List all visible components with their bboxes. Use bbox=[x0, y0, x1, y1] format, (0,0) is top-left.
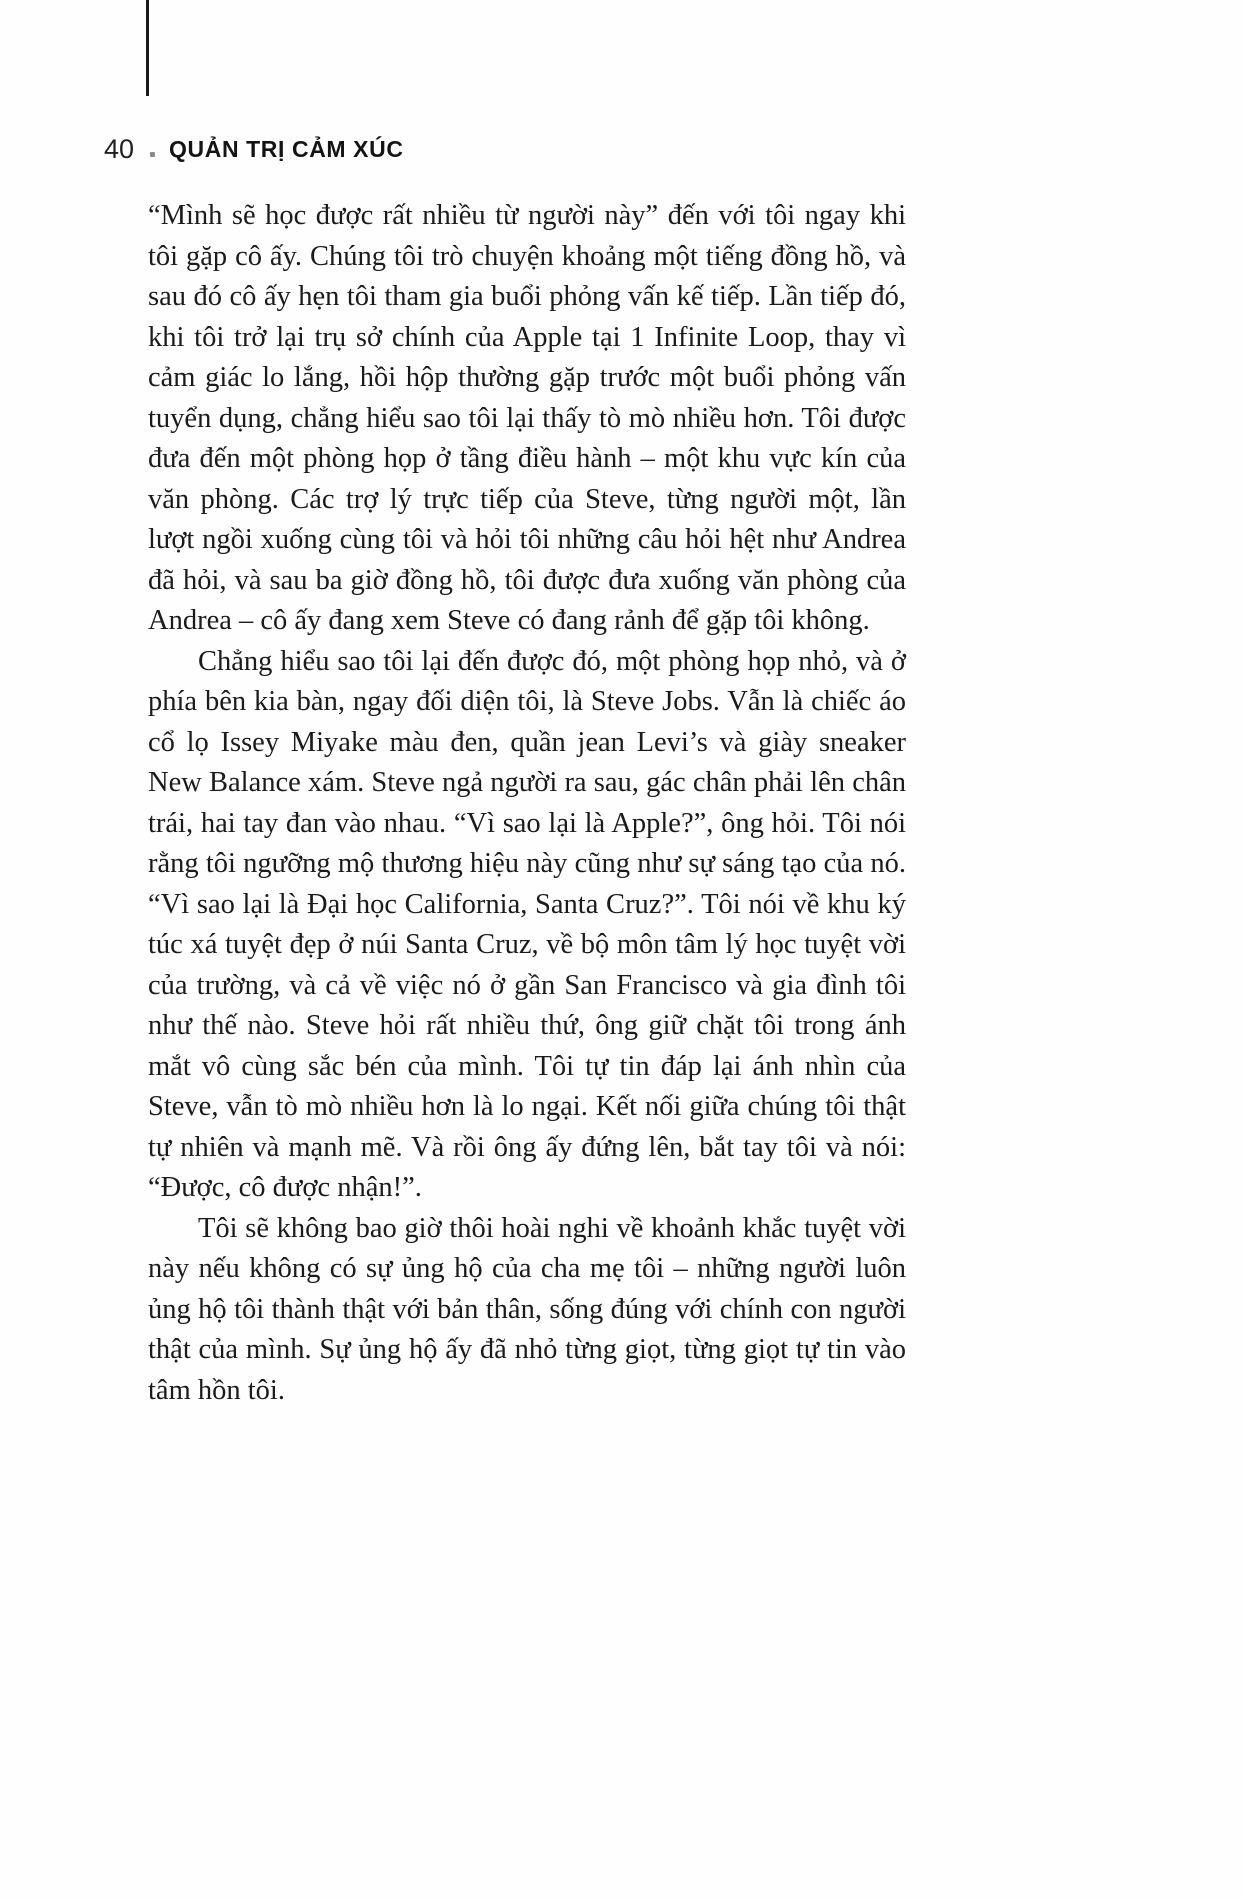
running-header-title: QUẢN TRỊ CẢM XÚC bbox=[169, 136, 404, 162]
paragraph-2: Chẳng hiểu sao tôi lại đến được đó, một phòng họp nhỏ, và ở phía bên kia bàn, ngay đối diện tôi, là Steve Jobs. Vẫn là chiếc áo cổ lọ Issey Miyake màu đen, quần jean Levi’s và giày sneaker New Balance xám. Steve ngả người ra sau, gác chân phải lên chân trái, hai tay đan vào nhau. “Vì sao lại là Apple?”, ông hỏi. Tôi nói rằng tôi ngưỡng mộ thương hiệu này cũng như sự sáng tạo của nó. “Vì sao lại là Đại học California, Santa Cruz?”. Tôi nói về khu ký túc xá tuyệt đẹp ở núi Santa Cruz, về bộ môn tâm lý học tuyệt vời của trường, và cả về việc nó ở gần San Francisco và gia đình tôi như thế nào. Steve hỏi rất nhiều thứ, ông giữ chặt tôi trong ánh mắt vô cùng sắc bén của mình. Tôi tự tin đáp lại ánh nhìn của Steve, vẫn tò mò nhiều hơn là lo ngại. Kết nối giữa chúng tôi thật tự nhiên và mạnh mẽ. Và rồi ông ấy đứng lên, bắt tay tôi và nói: “Được, cô được nhận!”. bbox=[148, 645, 906, 1203]
page-number: 40 bbox=[104, 134, 135, 164]
paragraph-1: “Mình sẽ học được rất nhiều từ người này” đến với tôi ngay khi tôi gặp cô ấy. Chúng tôi trò chuyện khoảng một tiếng đồng hồ, và sau đó cô ấy hẹn tôi tham gia buổi phỏng vấn kế tiếp. Lần tiếp đó, khi tôi trở lại trụ sở chính của Apple tại 1 Infinite Loop, thay vì cảm giác lo lắng, hồi hộp thường gặp trước một buổi phỏng vấn tuyển dụng, chẳng hiểu sao tôi lại thấy tò mò nhiều hơn. Tôi được đưa đến một phòng họp ở tầng điều hành – một khu vực kín của văn phòng. Các trợ lý trực tiếp của Steve, từng người một, lần lượt ngồi xuống cùng tôi và hỏi tôi những câu hỏi hệt như Andrea đã hỏi, và sau ba giờ đồng hồ, tôi được đưa xuống văn phòng của Andrea – cô ấy đang xem Steve có đang rảnh để gặp tôi không. bbox=[148, 200, 906, 636]
decorative-vertical-line bbox=[146, 0, 149, 96]
paragraph-3: Tôi sẽ không bao giờ thôi hoài nghi về khoảnh khắc tuyệt vời này nếu không có sự ủng hộ của cha mẹ tôi – những người luôn ủng hộ tôi thành thật với bản thân, sống đúng với chính con người thật của mình. Sự ủng hộ ấy đã nhỏ từng giọt, từng giọt tự tin vào tâm hồn tôi. bbox=[148, 1212, 906, 1406]
running-header bbox=[104, 134, 404, 165]
header-dot-separator-icon bbox=[150, 152, 155, 157]
page-body bbox=[148, 196, 906, 1411]
